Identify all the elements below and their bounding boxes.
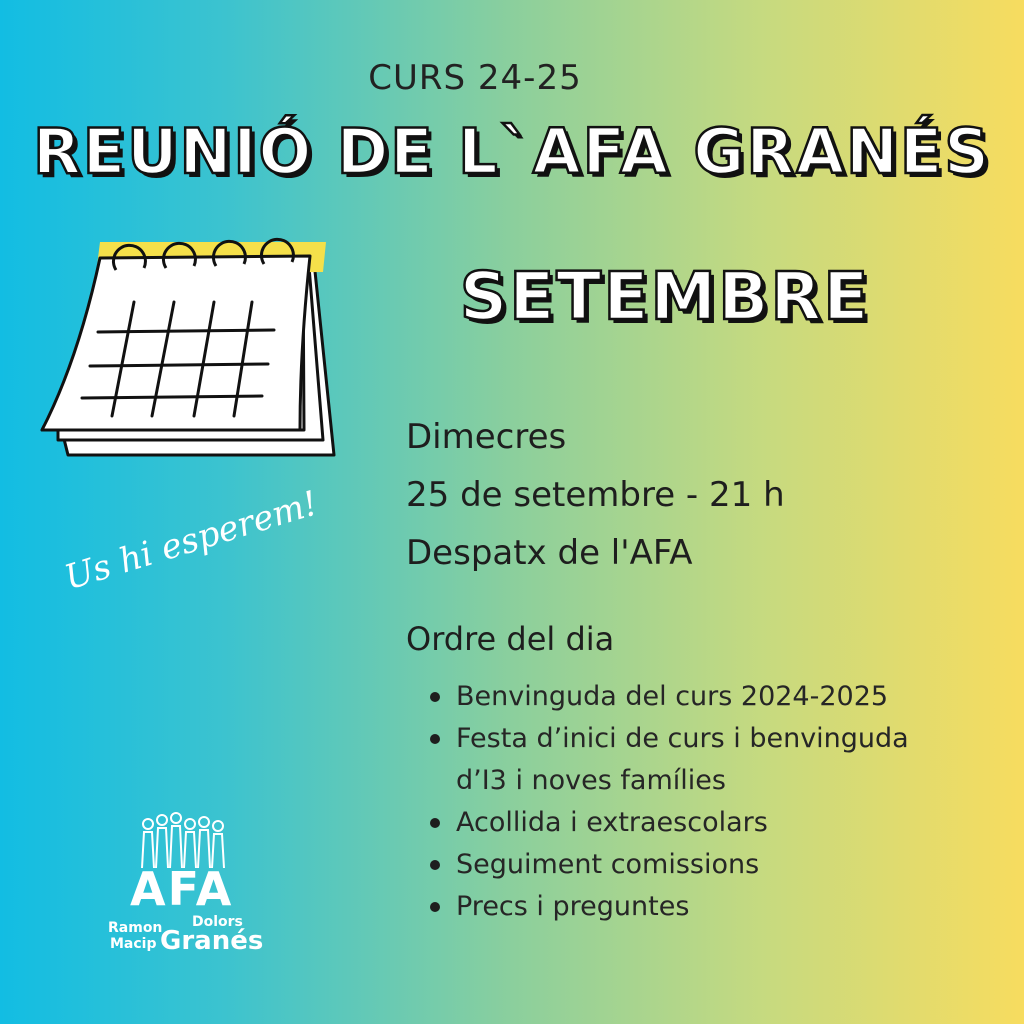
agenda-item: Seguiment comissions: [430, 844, 990, 886]
agenda-title: Ordre del dia: [406, 620, 615, 658]
logo-name: AFA: [130, 862, 234, 916]
people-silhouettes-icon: [100, 810, 280, 870]
month-heading: SETEMBRE: [459, 258, 871, 335]
agenda-item: Festa d’inici de curs i benvinguda: [430, 718, 990, 760]
greeting-text: Us hi esperem!: [60, 483, 323, 599]
meeting-place: Despatx de l'AFA: [406, 533, 693, 573]
agenda-item: Precs i preguntes: [430, 886, 990, 928]
logo-text-macip: Macip: [110, 936, 157, 952]
page-title: REUNIÓ DE L`AFA GRANÉS: [33, 115, 991, 188]
agenda-item: Acollida i extraescolars: [430, 802, 990, 844]
calendar-icon: [38, 230, 338, 460]
meeting-date-time: 25 de setembre - 21 h: [406, 475, 785, 515]
logo-text-dolors: Dolors: [192, 914, 243, 930]
logo-text-granes: Granés: [160, 926, 264, 956]
logo-text-ramon: Ramon: [108, 920, 163, 936]
agenda-list: [430, 676, 990, 928]
agenda-item-continuation: d’I3 i noves famílies: [456, 765, 726, 796]
afa-logo: [100, 810, 280, 960]
meeting-details: [406, 408, 785, 582]
agenda-item: Benvinguda del curs 2024-2025: [430, 676, 990, 718]
course-label: CURS 24-25: [368, 58, 582, 98]
meeting-day: Dimecres: [406, 417, 567, 457]
